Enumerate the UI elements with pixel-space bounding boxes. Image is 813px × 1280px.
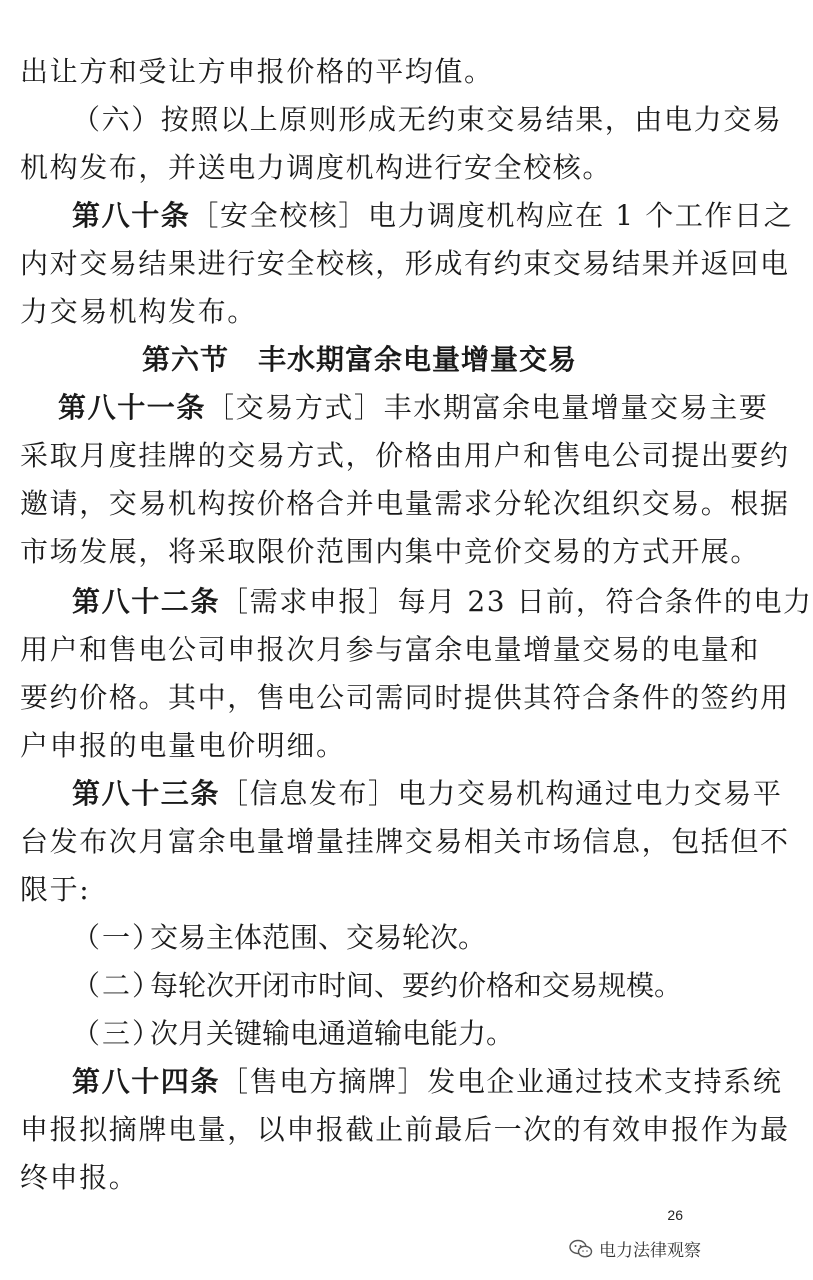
article-84	[72, 1062, 783, 1102]
list-item-text: 交易主体范围、交易轮次。	[150, 921, 487, 954]
text-line: 力交易机构发布。	[20, 295, 257, 328]
article-text: ［交易方式］丰水期富余电量增量交易主要	[206, 391, 769, 424]
clause-six: （六）按照以上原则形成无约束交易结果，由电力交易	[72, 103, 783, 136]
article-81	[58, 388, 769, 428]
article-text: ［售电方摘牌］发电企业通过技术支持系统	[220, 1065, 783, 1098]
article-heading: 第八十四条	[72, 1065, 221, 1098]
list-item-number: （一）	[72, 921, 163, 954]
article-heading: 第八十三条	[72, 777, 221, 810]
text-line: 市场发展，将采取限价范围内集中竞价交易的方式开展。	[20, 535, 761, 568]
account-watermark	[569, 1236, 701, 1261]
text-line: 要约价格。其中，售电公司需同时提供其符合条件的签约用	[20, 681, 790, 714]
text-line: 台发布次月富余电量增量挂牌交易相关市场信息，包括但不	[20, 825, 790, 858]
text-line: 机构发布，并送电力调度机构进行安全校核。	[20, 151, 613, 184]
article-heading: 第八十二条	[72, 585, 221, 618]
text-line: 用户和售电公司申报次月参与富余电量增量交易的电量和	[20, 633, 761, 666]
article-text: ［信息发布］电力交易机构通过电力交易平	[220, 777, 783, 810]
article-heading: 第八十条	[72, 199, 191, 232]
section-heading: 第六节 丰水期富余电量增量交易	[141, 343, 577, 376]
list-item	[72, 918, 486, 958]
text-line: 采取月度挂牌的交易方式，价格由用户和售电公司提出要约	[20, 439, 790, 472]
article-80	[72, 196, 794, 236]
list-item	[72, 1014, 514, 1054]
article-text: ［安全校核］电力调度机构应在 1 个工作日之	[190, 199, 794, 232]
text-line: 邀请，交易机构按价格合并电量需求分轮次组织交易。根据	[20, 487, 790, 520]
article-heading: 第八十一条	[58, 391, 207, 424]
text-line: 出让方和受让方申报价格的平均值。	[20, 55, 494, 88]
article-83	[72, 774, 783, 814]
article-82	[72, 582, 813, 622]
list-item-number: （二）	[72, 969, 163, 1002]
text-line: 限于:	[20, 873, 91, 906]
list-item	[72, 966, 682, 1006]
wechat-icon	[569, 1239, 593, 1259]
list-item-text: 次月关键输电通道输电能力。	[150, 1017, 515, 1050]
text-line: 户申报的电量电价明细。	[20, 729, 346, 762]
list-item-text: 每轮次开闭市时间、要约价格和交易规模。	[150, 969, 683, 1002]
text-line: 内对交易结果进行安全校核，形成有约束交易结果并返回电	[20, 247, 790, 280]
article-text: ［需求申报］每月 23 日前，符合条件的电力	[220, 585, 813, 618]
text-line: 终申报。	[20, 1161, 139, 1194]
text-line: 申报拟摘牌电量，以申报截止前最后一次的有效申报作为最	[20, 1113, 790, 1146]
list-item-number: （三）	[72, 1017, 163, 1050]
page-number: 26	[667, 1207, 683, 1223]
watermark-text: 电力法律观察	[599, 1241, 701, 1261]
